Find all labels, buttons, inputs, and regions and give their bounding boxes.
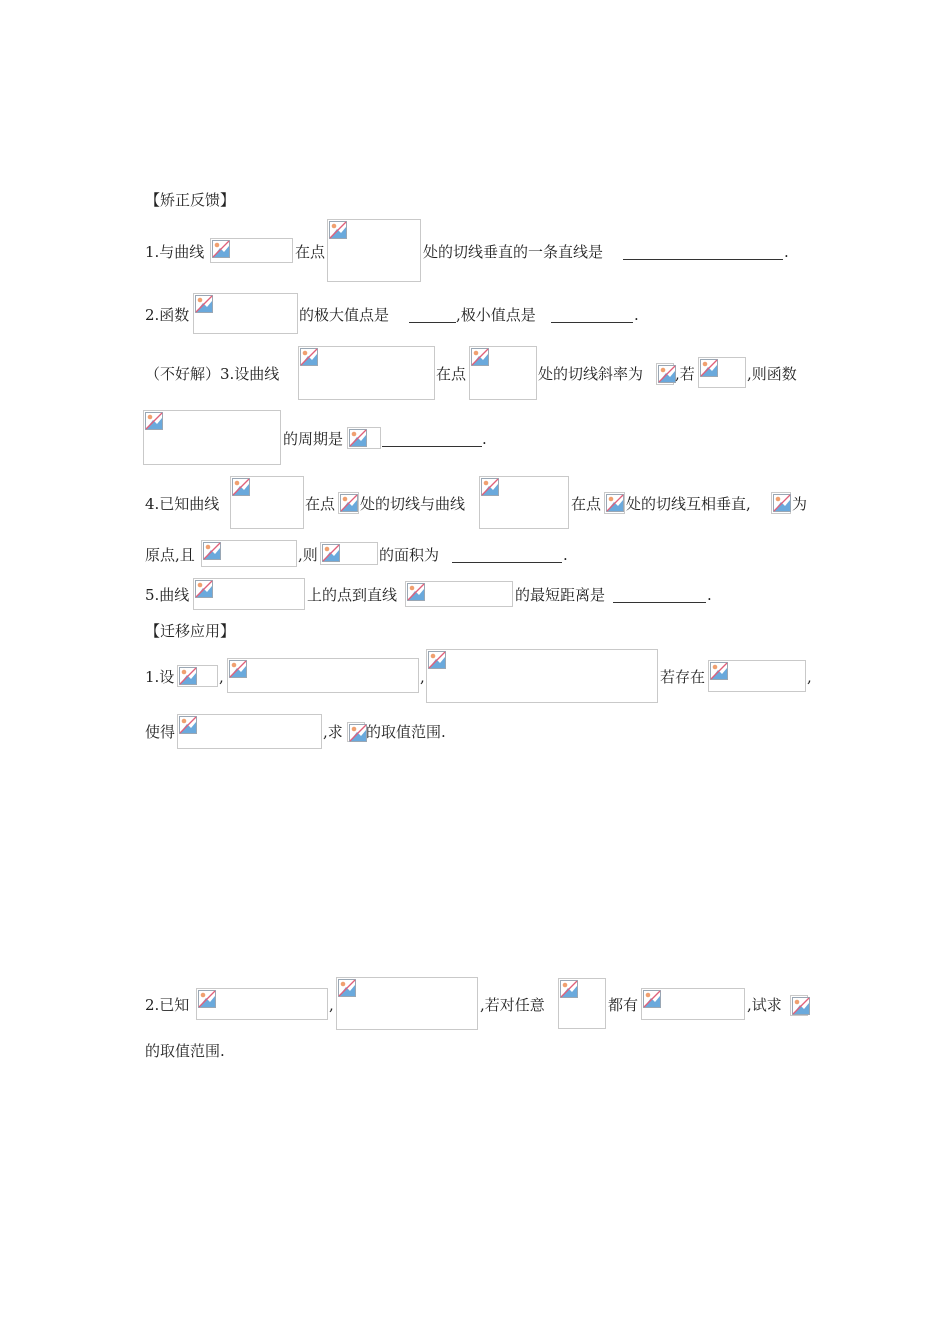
formula-image (347, 427, 381, 449)
q2-text-a: 2.函数 (145, 306, 190, 324)
formula-image (177, 714, 322, 749)
q2-text-b: 的极大值点是 (299, 306, 390, 324)
formula-image (641, 988, 745, 1020)
t2-text-e: 的取值范围. (145, 1042, 225, 1060)
q3-text-c: 处的切线斜率为 (538, 365, 644, 383)
t2-comma: , (329, 996, 334, 1014)
t1-text-a: 1.设 (145, 668, 175, 686)
t2-text-d: ,试求 (747, 996, 782, 1014)
q3-text-f: 的周期是 (283, 430, 344, 448)
q4-text-f: 为 (792, 495, 808, 513)
formula-image (771, 492, 791, 514)
q2-text-c: ,极小值点是 (456, 306, 536, 324)
q4-text-c: 处的切线与曲线 (360, 495, 466, 513)
t1-comma-2: , (420, 668, 425, 686)
q3-text-e: ,则函数 (747, 365, 797, 383)
q4-text-d: 在点 (571, 495, 602, 513)
formula-image (338, 492, 359, 514)
formula-image (347, 722, 365, 742)
q3-text-a: （不好解）3.设曲线 (145, 365, 280, 383)
t2-text-a: 2.已知 (145, 996, 190, 1014)
formula-image (708, 660, 806, 692)
formula-image (227, 658, 419, 693)
answer-blank[interactable] (551, 322, 633, 323)
formula-image (143, 410, 281, 465)
formula-image (201, 540, 297, 567)
t1-text-e: ,求 (323, 723, 343, 741)
formula-image (210, 238, 293, 263)
q5-text-c: 的最短距离是 (515, 586, 606, 604)
answer-blank[interactable] (452, 562, 562, 563)
q1-end: . (784, 243, 789, 261)
formula-image (698, 357, 746, 388)
formula-image (230, 476, 304, 529)
formula-image (479, 476, 569, 529)
formula-image (469, 346, 537, 400)
q4-text-i: 的面积为 (379, 546, 440, 564)
q3-text-b: 在点 (436, 365, 467, 383)
t1-text-b: 若存在 (660, 668, 706, 686)
formula-image (656, 363, 674, 385)
formula-image (558, 978, 606, 1029)
q1-text-c: 处的切线垂直的一条直线是 (423, 243, 604, 261)
t1-text-d: 使得 (145, 723, 176, 741)
formula-image (177, 665, 218, 687)
formula-image (405, 581, 513, 607)
formula-image (604, 492, 625, 514)
q5-text-a: 5.曲线 (145, 586, 190, 604)
q3-text-d: ,若 (675, 365, 695, 383)
answer-blank[interactable] (613, 602, 706, 603)
formula-image (336, 977, 478, 1030)
formula-image (298, 346, 435, 400)
q4-text-h: ,则 (298, 546, 318, 564)
q1-text-b: 在点 (295, 243, 326, 261)
q4-text-g: 原点,且 (145, 546, 195, 564)
section-title-transfer: 【迁移应用】 (145, 622, 236, 640)
t1-comma-1: , (219, 668, 224, 686)
t2-text-c: 都有 (608, 996, 639, 1014)
q2-end: . (634, 306, 639, 324)
formula-image (196, 988, 328, 1020)
answer-blank[interactable] (409, 322, 456, 323)
section-title-feedback: 【矫正反馈】 (145, 191, 236, 209)
formula-image (193, 578, 305, 610)
q3-end: . (482, 430, 487, 448)
q4-end: . (563, 546, 568, 564)
t1-text-c: , (807, 668, 812, 686)
answer-blank[interactable] (382, 446, 482, 447)
formula-image (790, 995, 808, 1016)
q1-text-a: 1.与曲线 (145, 243, 205, 261)
q4-text-a: 4.已知曲线 (145, 495, 220, 513)
q5-end: . (707, 586, 712, 604)
formula-image (193, 293, 298, 334)
q4-text-b: 在点 (305, 495, 336, 513)
q4-text-e: 处的切线互相垂直, (626, 495, 751, 513)
formula-image (426, 649, 658, 703)
q5-text-b: 上的点到直线 (307, 586, 398, 604)
formula-image (327, 219, 421, 282)
t2-text-b: ,若对任意 (480, 996, 545, 1014)
formula-image (320, 542, 378, 565)
t1-text-f: 的取值范围. (366, 723, 446, 741)
answer-blank[interactable] (623, 259, 783, 260)
